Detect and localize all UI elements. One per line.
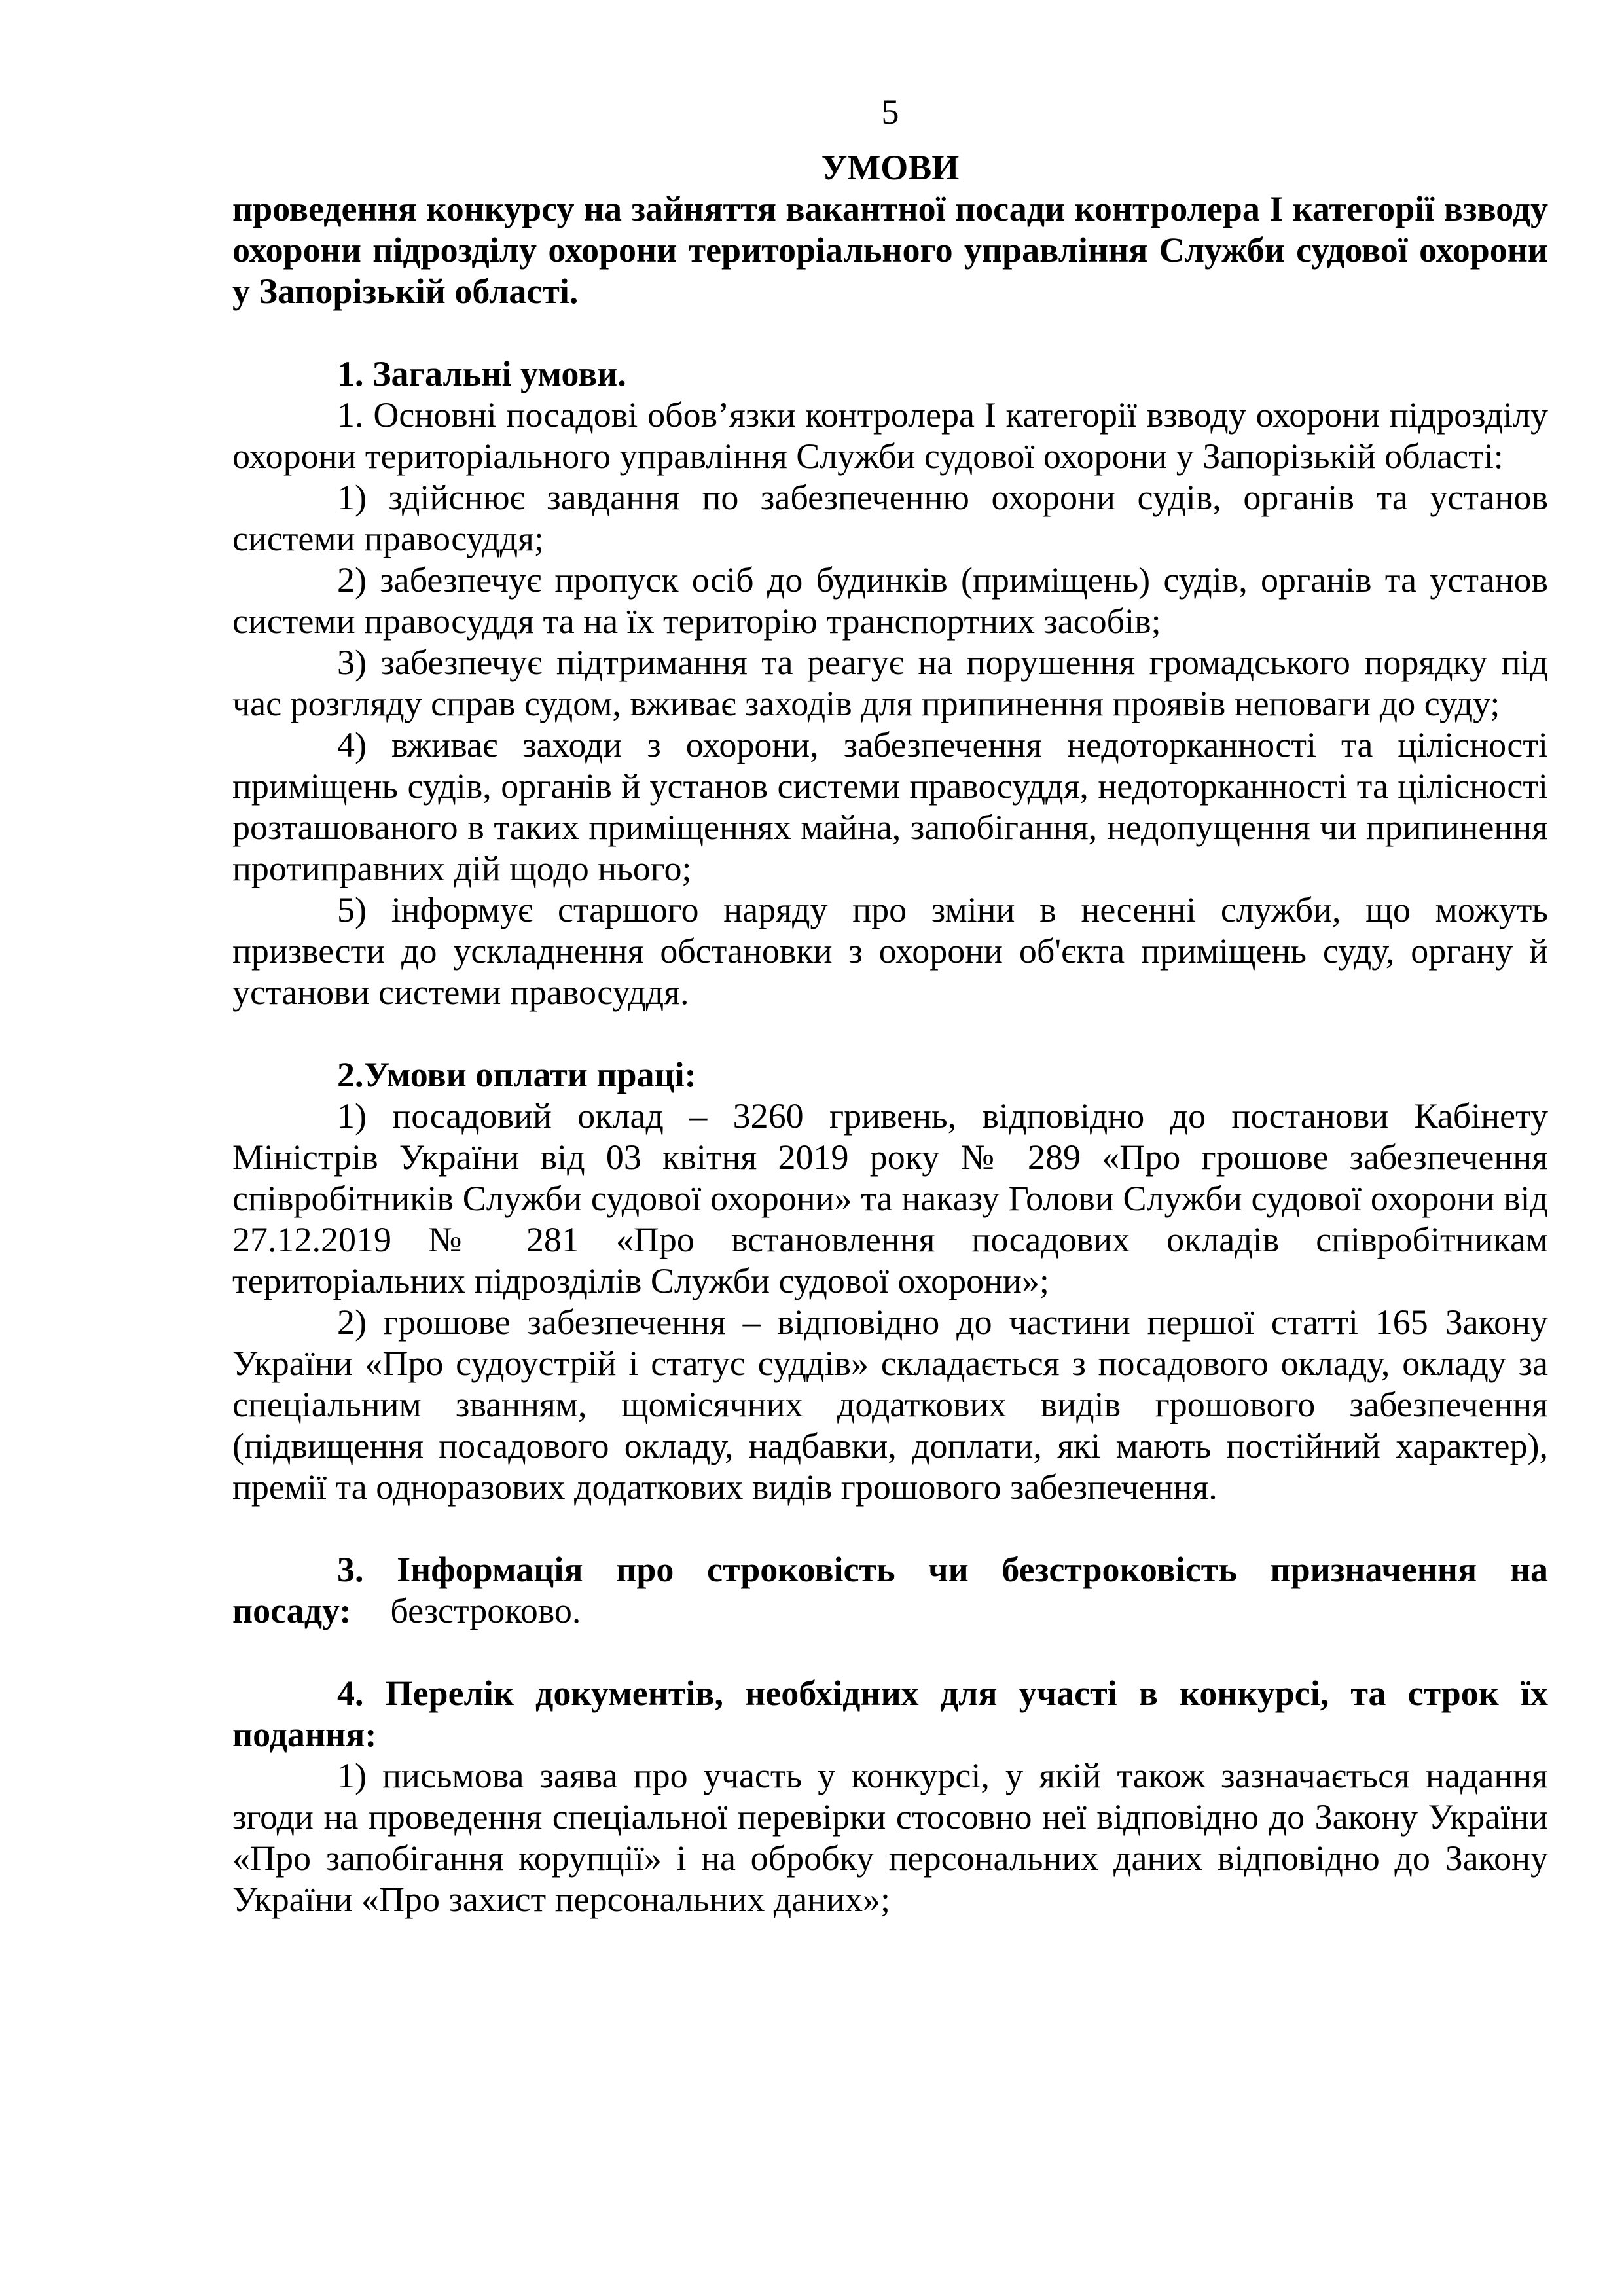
list-item: 1) письмова заява про участь у конкурсі, у якій також зазначається надання згоди на проведення спеціальної перевірки стосовно неї відповідно до Закону України «Про запобігання корупції» і на обробку персональних даних відповідно до Закону України «Про захист персональних даних»;	[232, 1756, 1548, 1919]
list-item: 2) забезпечує пропуск осіб до будинків (приміщень) судів, органів та установ системи правосуддя та на їх територію транспортних засобів;	[232, 560, 1548, 641]
document-subtitle: проведення конкурсу на зайняття вакантної посади контролера I категорії взводу охорони підрозділу охорони територіального управління Служби судової охорони у Запорізькій області.	[232, 189, 1548, 311]
spacer	[232, 312, 1548, 353]
list-item: 5) інформує старшого наряду про зміни в несенні служби, що можуть призвести до ускладнення обстановки з охорони об'єкта приміщень суду, органу й установи системи правосуддя.	[232, 890, 1548, 1012]
section-pay-heading: 2.Умови оплати праці:	[337, 1055, 696, 1094]
page-number: 5	[881, 92, 899, 132]
section-term-value: безстроково.	[390, 1591, 581, 1630]
document-page	[232, 92, 1548, 1920]
section-documents-heading: 4. Перелік документів, необхідних для участі в конкурсі, та строк їх подання:	[232, 1674, 1548, 1754]
list-item: 4) вживає заходи з охорони, забезпечення недоторканності та цілісності приміщень судів, органів й установ системи правосуддя, недоторканності та цілісності розташованого в таких приміщеннях майна, запобігання, недопущення чи припинення протиправних дій щодо нього;	[232, 725, 1548, 888]
list-item: 2) грошове забезпечення – відповідно до частини першої статті 165 Закону України «Про судоустрій і статус суддів» складається з посадового окладу, окладу за спеціальним званням, щомісячних додаткових видів грошового забезпечення (підвищення посадового окладу, надбавки, доплати, які мають постійний характер), премії та одноразових додаткових видів грошового забезпечення.	[232, 1302, 1548, 1507]
section-general-heading: 1. Загальні умови.	[337, 354, 626, 393]
section-general-intro: 1. Основні посадові обов’язки контролера I категорії взводу охорони підрозділу охорони територіального управління Служби судової охорони у Запорізькій області:	[232, 395, 1548, 476]
section-term-heading: 3. Інформація про строковість чи безстроковість призначення на посаду:	[232, 1550, 1548, 1630]
list-item: 1) здійснює завдання по забезпеченню охорони судів, органів та установ системи правосуддя;	[232, 478, 1548, 558]
spacer	[232, 1013, 1548, 1054]
spacer	[232, 1508, 1548, 1549]
document-title: УМОВИ	[821, 148, 960, 187]
spacer	[232, 1632, 1548, 1673]
section-term	[232, 1549, 1548, 1632]
list-item: 3) забезпечує підтримання та реагує на порушення громадського порядку під час розгляду справ судом, вживає заходів для припинення проявів неповаги до суду;	[232, 643, 1548, 723]
list-item: 1) посадовий оклад – 3260 гривень, відповідно до постанови Кабінету Міністрів України від 03 квітня 2019 року № 289 «Про грошове забезпечення співробітників Служби судової охорони» та наказу Голови Служби судової охорони від 27.12.2019 № 281 «Про встановлення посадових окладів співробітникам територіальних підрозділів Служби судової охорони»;	[232, 1096, 1548, 1300]
